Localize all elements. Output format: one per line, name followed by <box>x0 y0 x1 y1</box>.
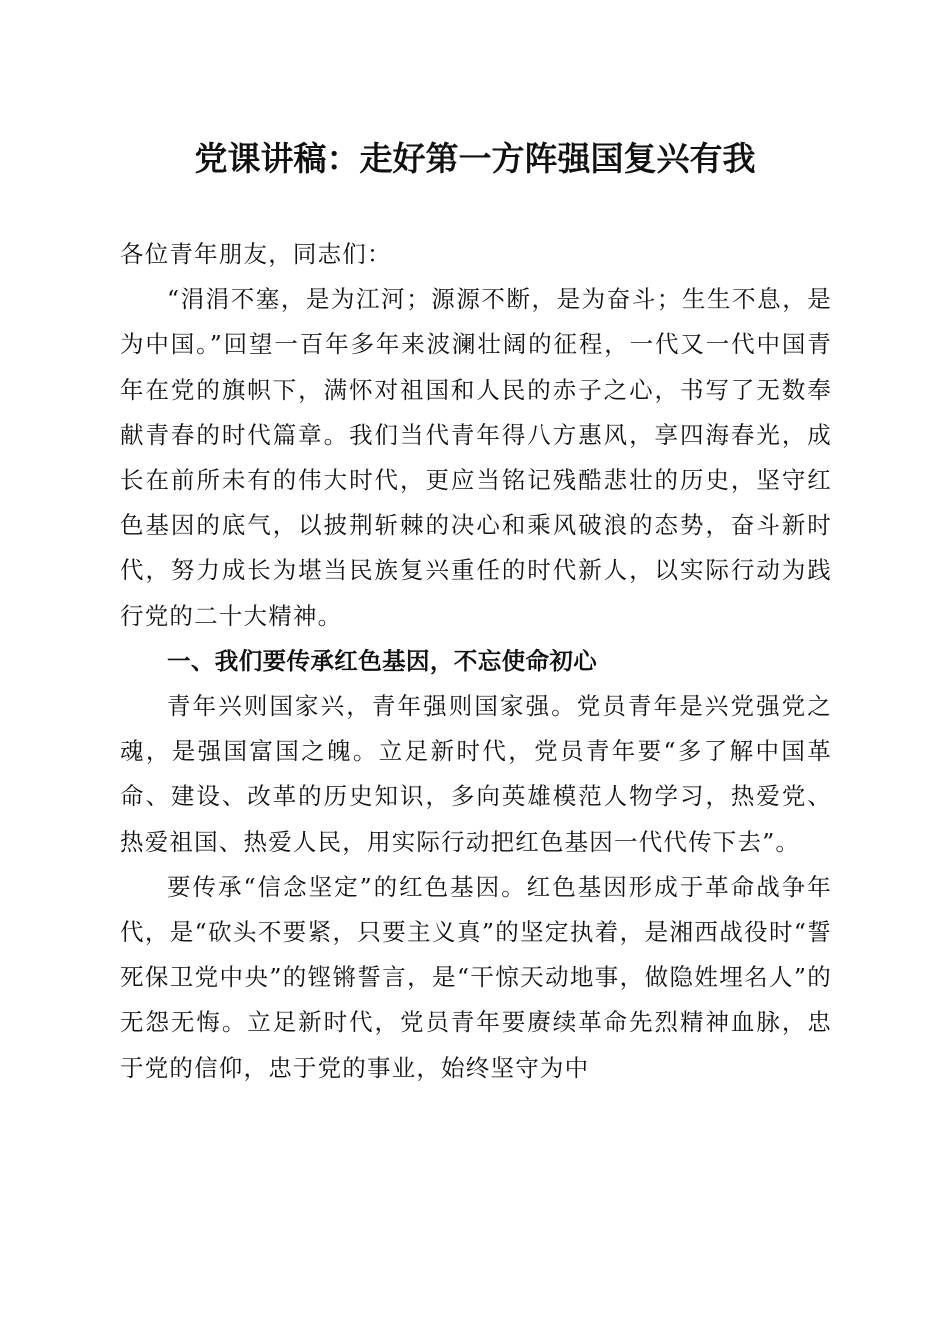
section-paragraph-1: 青年兴则国家兴，青年强则国家强。党员青年是兴党强党之魂，是强国富国之魄。立足新时代，党员青年要“多了解中国革命、建设、改革的历史知识，多向英雄模范人物学习，热爱党、热爱祖国、热爱人民，用实际行动把红色基因一代代传下去”。 <box>120 692 832 856</box>
greeting: 各位青年朋友，同志们： <box>120 240 392 268</box>
document-body <box>120 232 832 1091</box>
section-heading: 一、我们要传承红色基因，不忘使命初心 <box>167 646 598 675</box>
section-paragraph-2: 要传承“信念坚定”的红色基因。红色基因形成于革命战争年代，是“砍头不要紧，只要主义真”的坚定执着，是湘西战役时“誓死保卫党中央”的铿锵誓言，是“干惊天动地事，做隐姓埋名人”的无怨无悔。立足新时代，党员青年要赓续革命先烈精神血脉，忠于党的信仰，忠于党的事业，始终坚守为中 <box>120 872 832 1082</box>
intro-paragraph: “涓涓不塞，是为江河；源源不断，是为奋斗；生生不息，是为中国。”回望一百年多年来波澜壮阔的征程，一代又一代中国青年在党的旗帜下，满怀对祖国和人民的赤子之心，书写了无数奉献青春的时代篇章。我们当代青年得八方惠风，享四海春光，成长在前所未有的伟大时代，更应当铭记残酷悲壮的历史，坚守红色基因的底气，以披荆斩棘的决心和乘风破浪的态势，奋斗新时代，努力成长为堪当民族复兴重任的时代新人，以实际行动为践行党的二十大精神。 <box>120 285 832 630</box>
document-title: 党课讲稿：走好第一方阵强国复兴有我 <box>194 139 756 178</box>
